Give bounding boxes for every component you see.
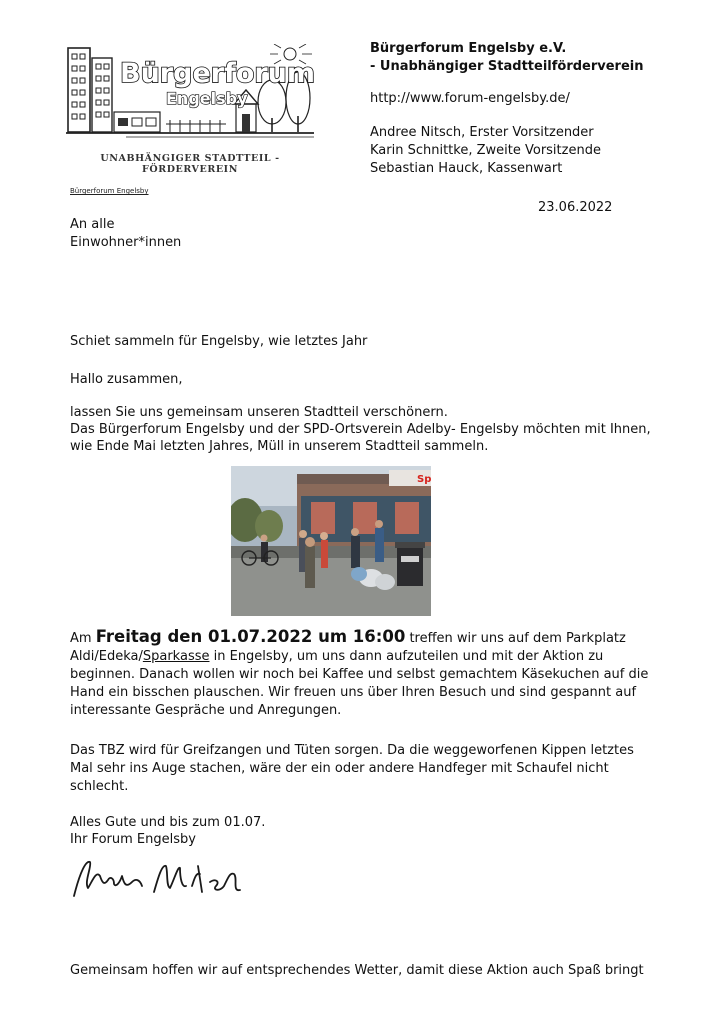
- tbz-paragraph: [70, 742, 670, 796]
- contact-line: Andree Nitsch, Erster Vorsitzender: [370, 125, 594, 140]
- event-text: treffen wir uns auf dem Parkplatz: [405, 631, 626, 646]
- logo-title-line2: Engelsby: [166, 89, 248, 108]
- org-subtitle: - Unabhängiger Stadtteilförderverein: [370, 59, 644, 74]
- letter-greeting: Hallo zusammen,: [70, 372, 183, 387]
- contact-line: Karin Schnittke, Zweite Vorsitzende: [370, 143, 601, 158]
- footer-note: Gemeinsam hoffen wir auf entsprechendes Wetter, damit diese Aktion auch Spaß bringt: [70, 963, 644, 978]
- event-lead: Am: [70, 631, 96, 646]
- sender-line: Bürgerforum Engelsby: [70, 187, 149, 195]
- letter-date: 23.06.2022: [538, 200, 613, 215]
- paragraph-line: [70, 648, 670, 666]
- event-text: in Engelsby, um uns dann aufzuteilen und mit der Aktion zu: [209, 649, 604, 664]
- logo-title-line1: Bürgerforum: [120, 58, 314, 89]
- paragraph-line: [70, 628, 670, 648]
- recipient-block: [70, 216, 181, 252]
- paragraph-line: schlecht.: [70, 779, 129, 794]
- closing-line: Ihr Forum Engelsby: [70, 832, 196, 847]
- sparkasse-sign: Sp: [417, 474, 431, 485]
- paragraph-line: lassen Sie uns gemeinsam unseren Stadtteil verschönern.: [70, 405, 448, 420]
- letter-subject: Schiet sammeln für Engelsby, wie letztes Jahr: [70, 334, 368, 349]
- event-datetime: Freitag den 01.07.2022 um 16:00: [95, 627, 406, 646]
- handwritten-signature: [70, 852, 250, 906]
- paragraph-line: Hand ein bisschen plauschen. Wir freuen uns über Ihren Besuch und sind gespannt auf: [70, 685, 637, 700]
- sparkasse-link[interactable]: Sparkasse: [142, 649, 210, 664]
- closing-block: [70, 814, 265, 848]
- intro-paragraph: [70, 404, 660, 455]
- paragraph-line: Mal sehr ins Auge stachen, wäre der ein oder andere Handfeger mit Schaufel nicht: [70, 761, 609, 776]
- event-photo: [231, 466, 431, 616]
- recipient-line: An alle: [70, 217, 115, 232]
- org-url[interactable]: http://www.forum-engelsby.de/: [370, 91, 570, 106]
- org-name: Bürgerforum Engelsby e.V.: [370, 41, 567, 56]
- logo: [66, 44, 314, 140]
- paragraph-line: Das Bürgerforum Engelsby und der SPD-Ortsverein Adelby- Engelsby möchten mit Ihnen,: [70, 422, 651, 437]
- event-text: Aldi/Edeka/: [70, 649, 143, 664]
- logo-illustration: [66, 44, 314, 140]
- paragraph-line: Das TBZ wird für Greifzangen und Tüten sorgen. Da die weggeworfenen Kippen letztes: [70, 743, 634, 758]
- logo-subtitle: UNABHÄNGIGER STADTTEIL - FÖRDERVEREIN: [100, 153, 280, 175]
- paragraph-line: beginnen. Danach wollen wir noch bei Kaffee und selbst gemachtem Käsekuchen auf die: [70, 667, 649, 682]
- recipient-line: Einwohner*innen: [70, 235, 182, 250]
- contact-line: Sebastian Hauck, Kassenwart: [370, 161, 563, 176]
- closing-line: Alles Gute und bis zum 01.07.: [70, 815, 266, 830]
- contact-list: [370, 124, 601, 178]
- paragraph-line: wie Ende Mai letzten Jahres, Müll in unserem Stadtteil sammeln.: [70, 439, 489, 454]
- paragraph-line: interessante Gespräche und Anregungen.: [70, 703, 342, 718]
- event-paragraph: [70, 628, 670, 720]
